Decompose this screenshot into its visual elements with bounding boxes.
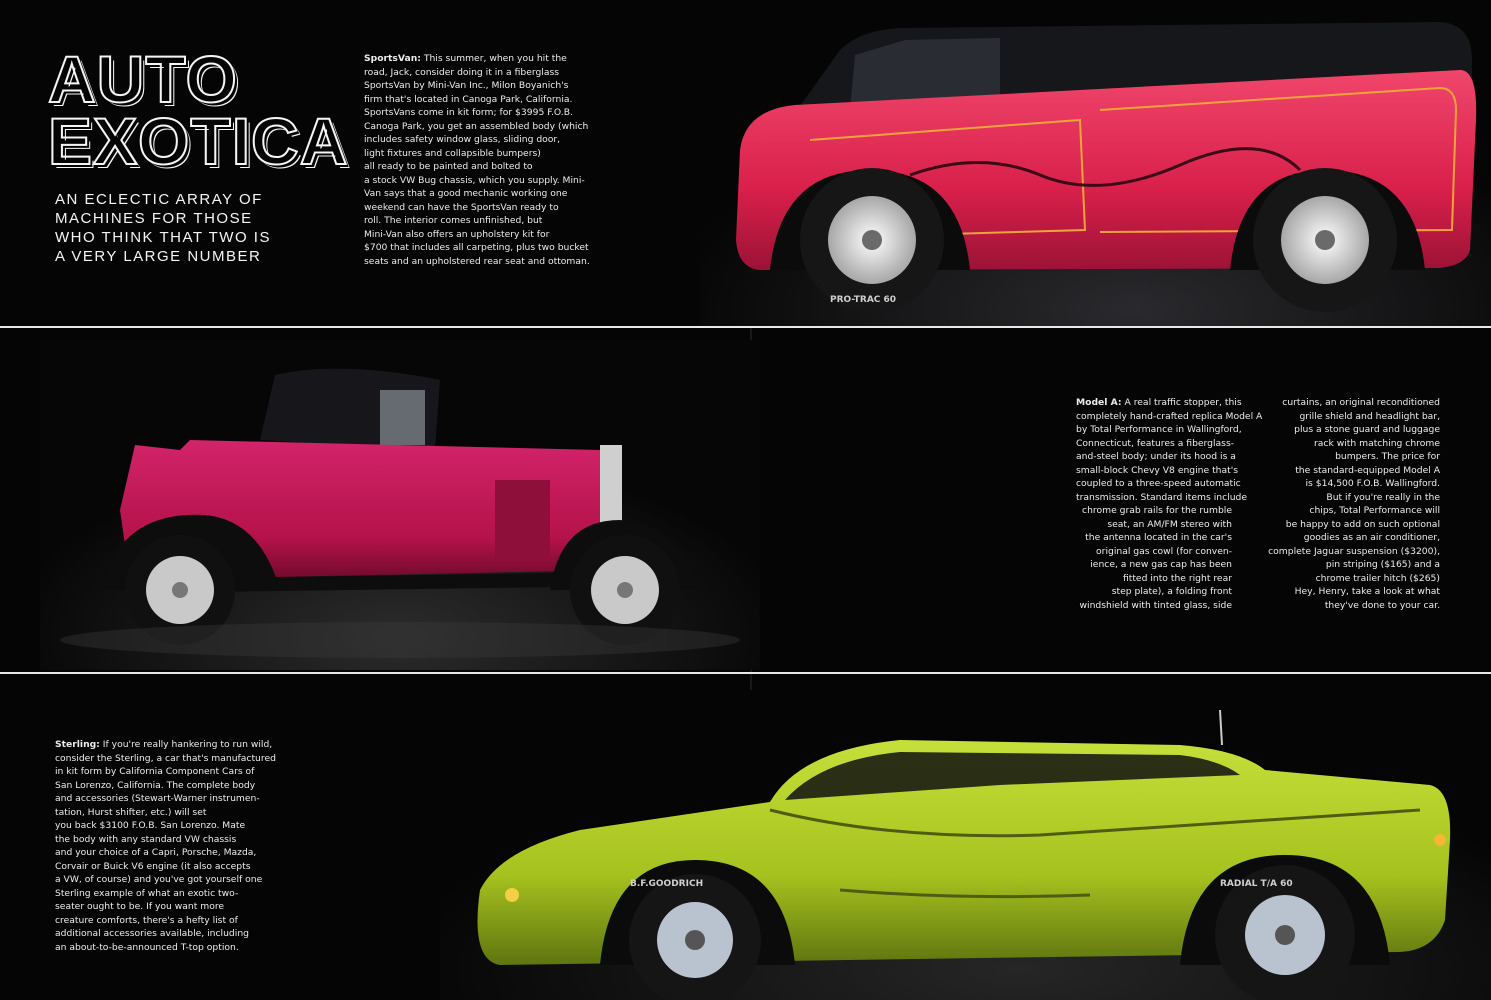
caption-line: bumpers. The price for bbox=[1335, 451, 1440, 462]
caption-line: windshield with tinted glass, side bbox=[1079, 599, 1232, 611]
caption-line: SportsVans come in kit form; for $3995 F.O.B. bbox=[364, 107, 573, 118]
caption-line: step plate), a folding front bbox=[1111, 586, 1232, 597]
model-a-caption-col-1 bbox=[1076, 396, 1263, 612]
caption-line: you back $3100 F.O.B. San Lorenzo. Mate bbox=[55, 820, 246, 831]
caption-line: Van says that a good mechanic working one bbox=[364, 188, 568, 199]
caption-line: transmission. Standard items include bbox=[1076, 491, 1248, 503]
caption-line: chrome grab rails for the rumble bbox=[1082, 505, 1232, 516]
van-front-wheel bbox=[800, 168, 944, 312]
caption-line: small-block Chevy V8 engine that's bbox=[1076, 464, 1239, 476]
sportsvan-photo bbox=[700, 0, 1491, 326]
caption-line: an about-to-be-announced T-top option. bbox=[55, 941, 239, 953]
caption-line: tation, Hurst shifter, etc.) will set bbox=[55, 806, 207, 818]
caption-line: rack with matching chrome bbox=[1314, 437, 1440, 449]
caption-line: original gas cowl (for conven- bbox=[1096, 545, 1232, 557]
caption-line: seater ought to be. If you want more bbox=[55, 901, 225, 912]
caption-line: they've done to your car. bbox=[1324, 599, 1440, 611]
caption-line: goodies as an air conditioner, bbox=[1303, 532, 1440, 543]
caption-line: pin striping ($165) and a bbox=[1325, 559, 1440, 570]
caption-line: and-steel body; under its hood is a bbox=[1076, 451, 1236, 462]
model-a-photo bbox=[40, 340, 760, 670]
caption-line: seat, an AM/FM stereo with bbox=[1107, 518, 1232, 530]
caption-line: roll. The interior comes unfinished, but bbox=[364, 215, 543, 226]
subtitle-line: MACHINES FOR THOSE bbox=[55, 210, 253, 227]
sportsvan-caption bbox=[364, 52, 604, 268]
caption-line: seats and an upholstered rear seat and ottoman. bbox=[364, 255, 590, 267]
title-line-2: EXOTICA bbox=[48, 104, 349, 178]
caption-line: completely hand-crafted replica Model A bbox=[1076, 410, 1263, 422]
caption-line: be happy to add on such optional bbox=[1285, 518, 1440, 530]
caption-line: Canoga Park, you get an assembled body (which bbox=[364, 120, 589, 132]
sterling-photo bbox=[440, 690, 1491, 1000]
caption-line: road, Jack, consider doing it in a fiberglass bbox=[364, 66, 560, 78]
caption-line: a VW, of course) and you've got yourself one bbox=[55, 874, 263, 885]
caption-line: weekend can have the SportsVan ready to bbox=[364, 201, 559, 213]
section-rule-bottom bbox=[0, 672, 1491, 674]
caption-line: the standard-equipped Model A bbox=[1295, 464, 1440, 476]
article-title bbox=[48, 42, 349, 178]
caption-line: includes safety window glass, sliding door, bbox=[364, 134, 561, 145]
caption-line: plus a stone guard and luggage bbox=[1294, 424, 1440, 435]
caption-line: fitted into the right rear bbox=[1122, 572, 1232, 584]
caption-line: ience, a new gas cap has been bbox=[1090, 559, 1232, 570]
caption-line: firm that's located in Canoga Park, California. bbox=[364, 93, 573, 105]
sportsvan-label: SportsVan: bbox=[364, 53, 421, 64]
caption-line: San Lorenzo, California. The complete body bbox=[55, 779, 256, 791]
caption-line: creature comforts, there's a hefty list of bbox=[55, 914, 238, 926]
caption-line: additional accessories available, including bbox=[55, 928, 249, 939]
caption-line: complete Jaguar suspension ($3200), bbox=[1268, 545, 1440, 557]
caption-line: This summer, when you hit the bbox=[423, 53, 567, 64]
van-rear-wheel bbox=[1253, 168, 1397, 312]
caption-line: If you're really hankering to run wild, bbox=[102, 739, 273, 750]
sterling-tire-label-2: RADIAL T/A 60 bbox=[1220, 879, 1293, 889]
caption-line: SportsVan by Mini-Van Inc., Milon Boyanich's bbox=[364, 80, 569, 91]
caption-line: and your choice of a Capri, Porsche, Mazda, bbox=[55, 847, 257, 858]
caption-line: Corvair or Buick V6 engine (it also accepts bbox=[55, 860, 251, 872]
caption-line: chrome trailer hitch ($265) bbox=[1315, 572, 1440, 584]
caption-line: in kit form by California Component Cars of bbox=[55, 766, 255, 777]
title-line-1: AUTO bbox=[48, 42, 238, 116]
caption-line: all ready to be painted and bolted to bbox=[364, 161, 533, 172]
model-a-caption-col-2 bbox=[1250, 396, 1440, 612]
caption-line: But if you're really in the bbox=[1326, 491, 1440, 503]
caption-line: Mini-Van also offers an upholstery kit for bbox=[364, 228, 550, 240]
sterling-caption bbox=[55, 738, 295, 954]
caption-line: Hey, Henry, take a look at what bbox=[1294, 586, 1440, 597]
caption-line: grille shield and headlight bar, bbox=[1299, 410, 1440, 422]
subtitle-line: A VERY LARGE NUMBER bbox=[55, 248, 262, 265]
caption-line: and accessories (Stewart-Warner instrumen- bbox=[55, 793, 260, 804]
caption-line: a stock VW Bug chassis, which you supply. Mini- bbox=[364, 174, 585, 186]
subtitle-line: WHO THINK THAT TWO IS bbox=[55, 229, 271, 246]
sterling-tire-label: B.F.GOODRICH bbox=[630, 879, 704, 889]
caption-line: $700 that includes all carpeting, plus two bucket bbox=[364, 242, 589, 253]
caption-line: light fixtures and collapsible bumpers) bbox=[364, 147, 541, 159]
caption-line: A real traffic stopper, this bbox=[1124, 397, 1242, 408]
subtitle-line: AN ECLECTIC ARRAY OF bbox=[55, 191, 263, 208]
caption-line: by Total Performance in Wallingford, bbox=[1076, 424, 1242, 435]
article-subtitle bbox=[55, 190, 305, 266]
caption-line: Sterling example of what an exotic two- bbox=[55, 887, 239, 899]
caption-line: the antenna located in the car's bbox=[1085, 532, 1232, 543]
caption-line: the body with any standard VW chassis bbox=[55, 833, 237, 845]
caption-line: Connecticut, features a fiberglass- bbox=[1076, 437, 1235, 449]
van-tire-label: PRO-TRAC 60 bbox=[830, 295, 897, 305]
caption-line: coupled to a three-speed automatic bbox=[1076, 478, 1241, 489]
caption-line: consider the Sterling, a car that's manufactured bbox=[55, 752, 276, 764]
caption-line: chips, Total Performance will bbox=[1309, 505, 1440, 516]
sterling-front-wheel bbox=[629, 874, 761, 1000]
caption-line: is $14,500 F.O.B. Wallingford. bbox=[1305, 478, 1440, 489]
section-rule-top bbox=[0, 326, 1491, 328]
sterling-label: Sterling: bbox=[55, 739, 100, 750]
model-a-label: Model A: bbox=[1076, 397, 1122, 408]
caption-line: curtains, an original reconditioned bbox=[1282, 397, 1440, 408]
